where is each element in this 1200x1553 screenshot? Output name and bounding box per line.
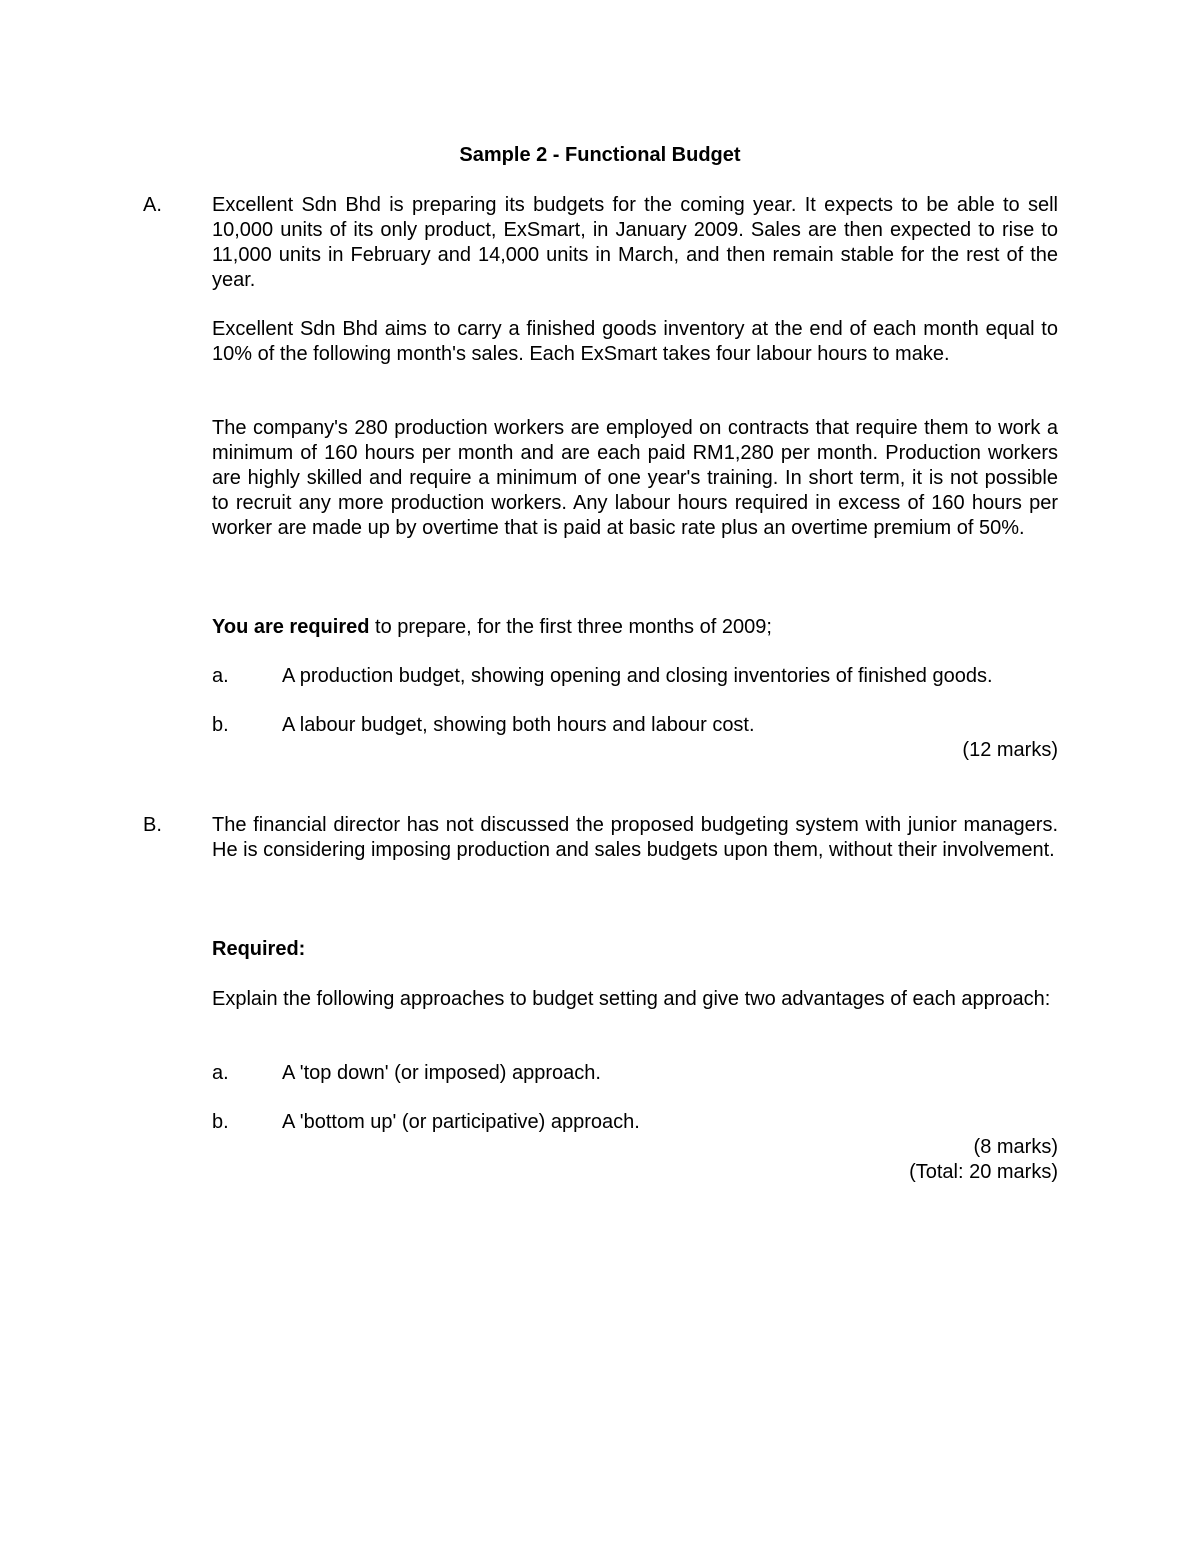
section-b-required [212, 937, 1058, 962]
required-rest-text: to prepare, for the first three months of 2009; [369, 616, 772, 638]
section-b-required-label: Required: [212, 938, 306, 960]
section-b-required-line [212, 937, 1058, 962]
section-a-item-a-letter: a. [212, 665, 229, 687]
section-a-letter: A. [143, 194, 162, 216]
section-a-para1-text: Excellent Sdn Bhd is preparing its budgets for the coming year. It expects to be able to sell 10,000 units of its only product, ExSmart, in January 2009. Sales are then expected to rise to 11,000 units in February and 14,000 units in March, and then remain stable for the rest of the year. [212, 194, 1058, 291]
required-bold-label: You are required [212, 616, 370, 638]
section-a-paragraph-1 [212, 193, 1058, 293]
section-a-item-b-text: A labour budget, showing both hours and labour cost. [282, 714, 755, 736]
section-b-item-b-text: A 'bottom up' (or participative) approach. [282, 1111, 640, 1133]
section-b-instruction-text: Explain the following approaches to budget setting and give two advantages of each approach: [212, 988, 1051, 1010]
section-b-letter: B. [143, 814, 162, 836]
section-a-paragraph-2 [212, 317, 1058, 367]
section-b-item-a-letter: a. [212, 1062, 229, 1084]
section-b-item-b-letter: b. [212, 1111, 229, 1133]
section-a-marks: (12 marks) [962, 739, 1058, 761]
section-b-paragraph-1 [212, 813, 1058, 863]
section-a-para2-text: Excellent Sdn Bhd aims to carry a finished goods inventory at the end of each month equal to 10% of the following month's sales. Each ExSmart takes four labour hours to make. [212, 318, 1058, 365]
section-a-item-a-text: A production budget, showing opening and closing inventories of finished goods. [282, 665, 993, 687]
section-a-item-b-letter: b. [212, 714, 229, 736]
section-b-item-a-text: A 'top down' (or imposed) approach. [282, 1062, 601, 1084]
section-b-marks: (8 marks) [973, 1136, 1058, 1158]
section-b-para1-text: The financial director has not discussed the proposed budgeting system with junior managers. He is considering imposing production and sales budgets upon them, without their involvement. [212, 814, 1058, 861]
section-a-required-line [212, 615, 1058, 640]
page-title: Sample 2 - Functional Budget [459, 144, 741, 166]
section-a-para3-text: The company's 280 production workers are employed on contracts that require them to work a minimum of 160 hours per month and are each paid RM1,280 per month. Production workers are highly skilled and require a minimum of one year's training. In short term, it is not possible to recruit any more production workers. Any labour hours required in excess of 160 hours per worker are made up by overtime that is paid at basic rate plus an overtime premium of 50%. [212, 417, 1058, 539]
section-a-paragraph-3 [212, 416, 1058, 541]
section-a-required [212, 615, 1058, 640]
section-b-instruction [212, 987, 1058, 1012]
total-marks: (Total: 20 marks) [909, 1161, 1058, 1183]
